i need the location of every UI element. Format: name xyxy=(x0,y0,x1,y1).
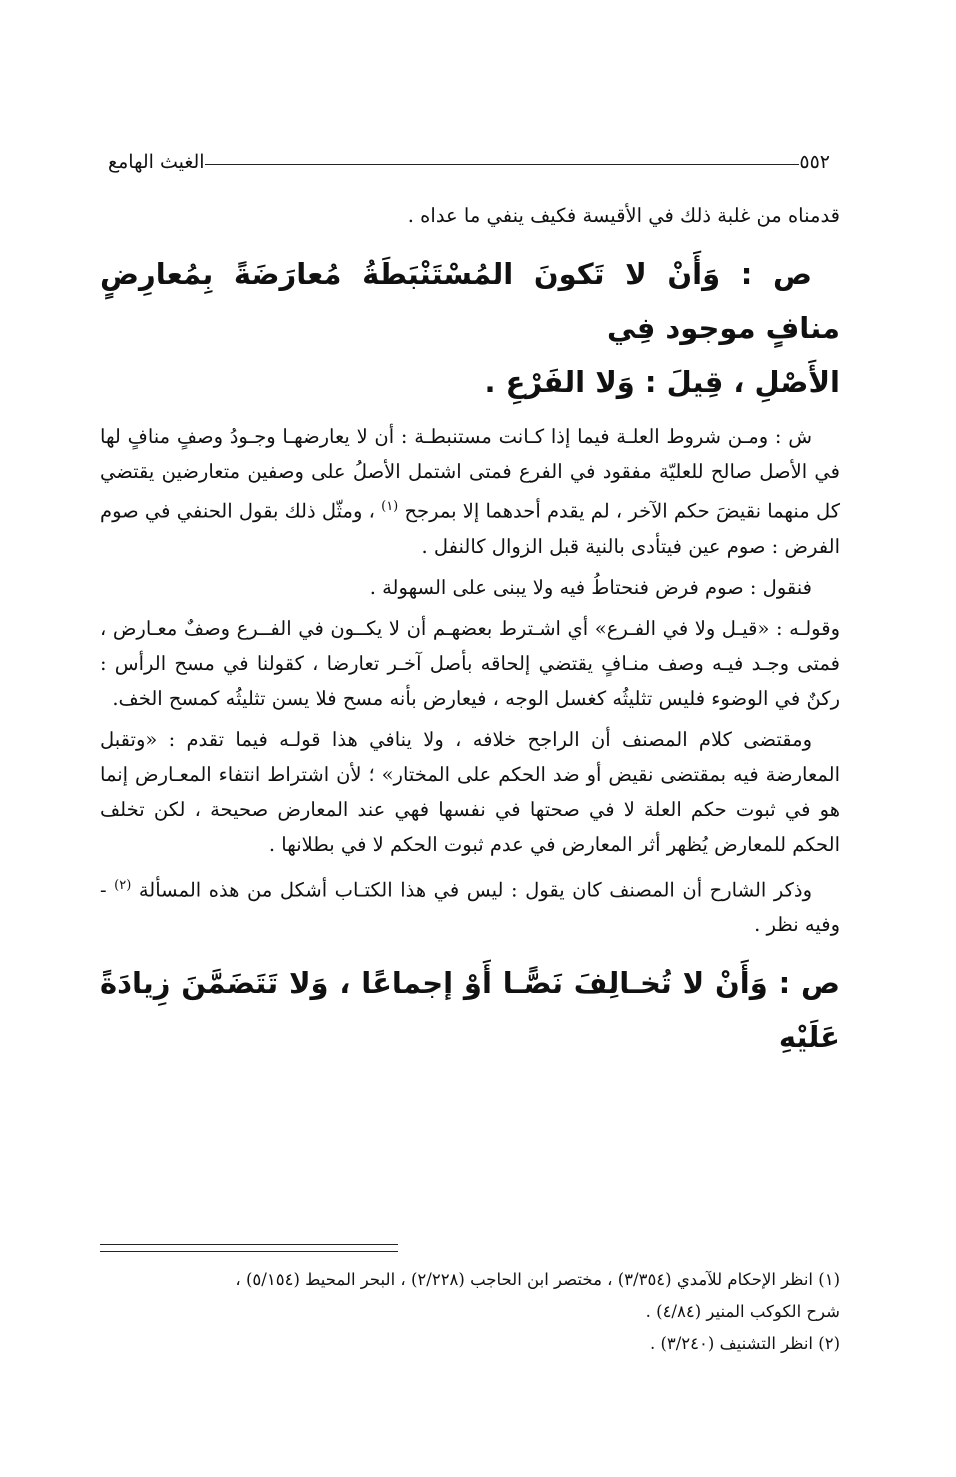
matn-text-1 xyxy=(100,247,840,409)
commentary-paragraph: ومقتضى كلام المصنف أن الراجح خلافه ، ولا ينافي هذا قولـه فيما تقدم : «وتقبل المعارضة فيه بمقتضى نقيض أو ضد الحكم على المختار» ؛ لأن اشتراط انتفاء المعـارض إنما هو في ثبوت حكم العلة لا في صحتها في نفسها فهي عند المعارض صحيحة ، لكن تخلف الحكم للمعارض يُظهر أثر المعارض في عدم ثبوت الحكم لا في بطلانها . xyxy=(100,727,840,856)
footnotes xyxy=(100,1264,840,1360)
commentary-text: وذكر الشارح أن المصنف كان يقول : ليس في هذا الكتـاب أشكل من هذه المسألة xyxy=(138,878,813,901)
footnote-separator xyxy=(100,1244,398,1252)
header-rule xyxy=(205,164,800,165)
commentary-text: - وفيه نظر . xyxy=(100,878,840,936)
book-page xyxy=(100,0,840,1477)
commentary-paragraph xyxy=(100,419,840,564)
commentary-paragraph: فنقول : صوم فرض فنحتاطُ فيه ولا يبنى على السهولة . xyxy=(369,575,812,599)
footnote-ref: (٢) xyxy=(114,877,132,893)
matn-line: الأَصْلِ ، قِيلَ : وَلا الفَرْعِ . xyxy=(484,365,840,399)
footnote-1-continued: شرح الكوكب المنير (٤/٨٤) . xyxy=(645,1302,840,1321)
footnote-ref: (١) xyxy=(381,499,399,514)
page-header xyxy=(100,142,840,182)
commentary-paragraph: وقولـه : «قيـل ولا في الفـرع» أي اشـترط بعضهـم أن لا يكــون في الفــرع وصفٌ معـارض ، فمتى وجـد فيـه وصف منـافٍ يقتضي إلحاقه بأصل آخـر تعارضا ، كقولنا في مسح الرأس : ركنٌ في الوضوء فليس تثليثُه كغسل الوجه ، فيعارض بأنه مسح فلا يسن تثليثُه كمسح الخف. xyxy=(100,616,840,710)
commentary-text: ، ومثّل ذلك بقول الحنفي في صوم الفرض : صوم عين فيتأدى بالنية قبل الزوال كالنفل . xyxy=(100,499,840,558)
paragraph-continuation: قدمناه من غلبة ذلك في الأقيسة فكيف ينفي ما عداه . xyxy=(407,204,840,227)
page-body xyxy=(100,198,840,1074)
commentary-paragraph xyxy=(100,868,840,943)
page-number: ٥٥٢ xyxy=(799,151,830,173)
commentary-text: ش : ومـن شروط العلـة فيما إذا كـانت مستنبطـة : أن لا يعارضهـا وجـودُ وصفٍ منافٍ لها في الأصل صالح للعليّة مفقود في الفرع فمتى اشتمل الأصلُ على وصفين متعارضين يقتضي كل منهما نقيضَ حكم الآخر ، لم يقدم أحدهما إلا بمرجح xyxy=(100,425,841,523)
matn-line: ص : وَأَنْ لا تَكونَ المُسْتَنْبَطَةُ مُعارَضَةً بِمُعارِضٍ منافٍ موجود فِي xyxy=(100,257,840,345)
matn-text-2 xyxy=(100,956,840,1064)
footnote-1: (١) انظر الإحكام للآمدي (٣/٣٥٤) ، مختصر ابن الحاجب (٢/٢٢٨) ، البحر المحيط (٥/١٥٤) ، xyxy=(235,1270,840,1289)
running-title: الغيث الهامع xyxy=(108,151,205,173)
matn-line: ص : وَأَنْ لا تُخـالِفَ نَصًّـا أَوْ إجماعًا ، وَلا تَتَضَمَّنَ زِيادَةً عَلَيْهِ xyxy=(100,966,840,1054)
footnote-2: (٢) انظر التشنيف (٣/٢٤٠) . xyxy=(649,1334,840,1353)
